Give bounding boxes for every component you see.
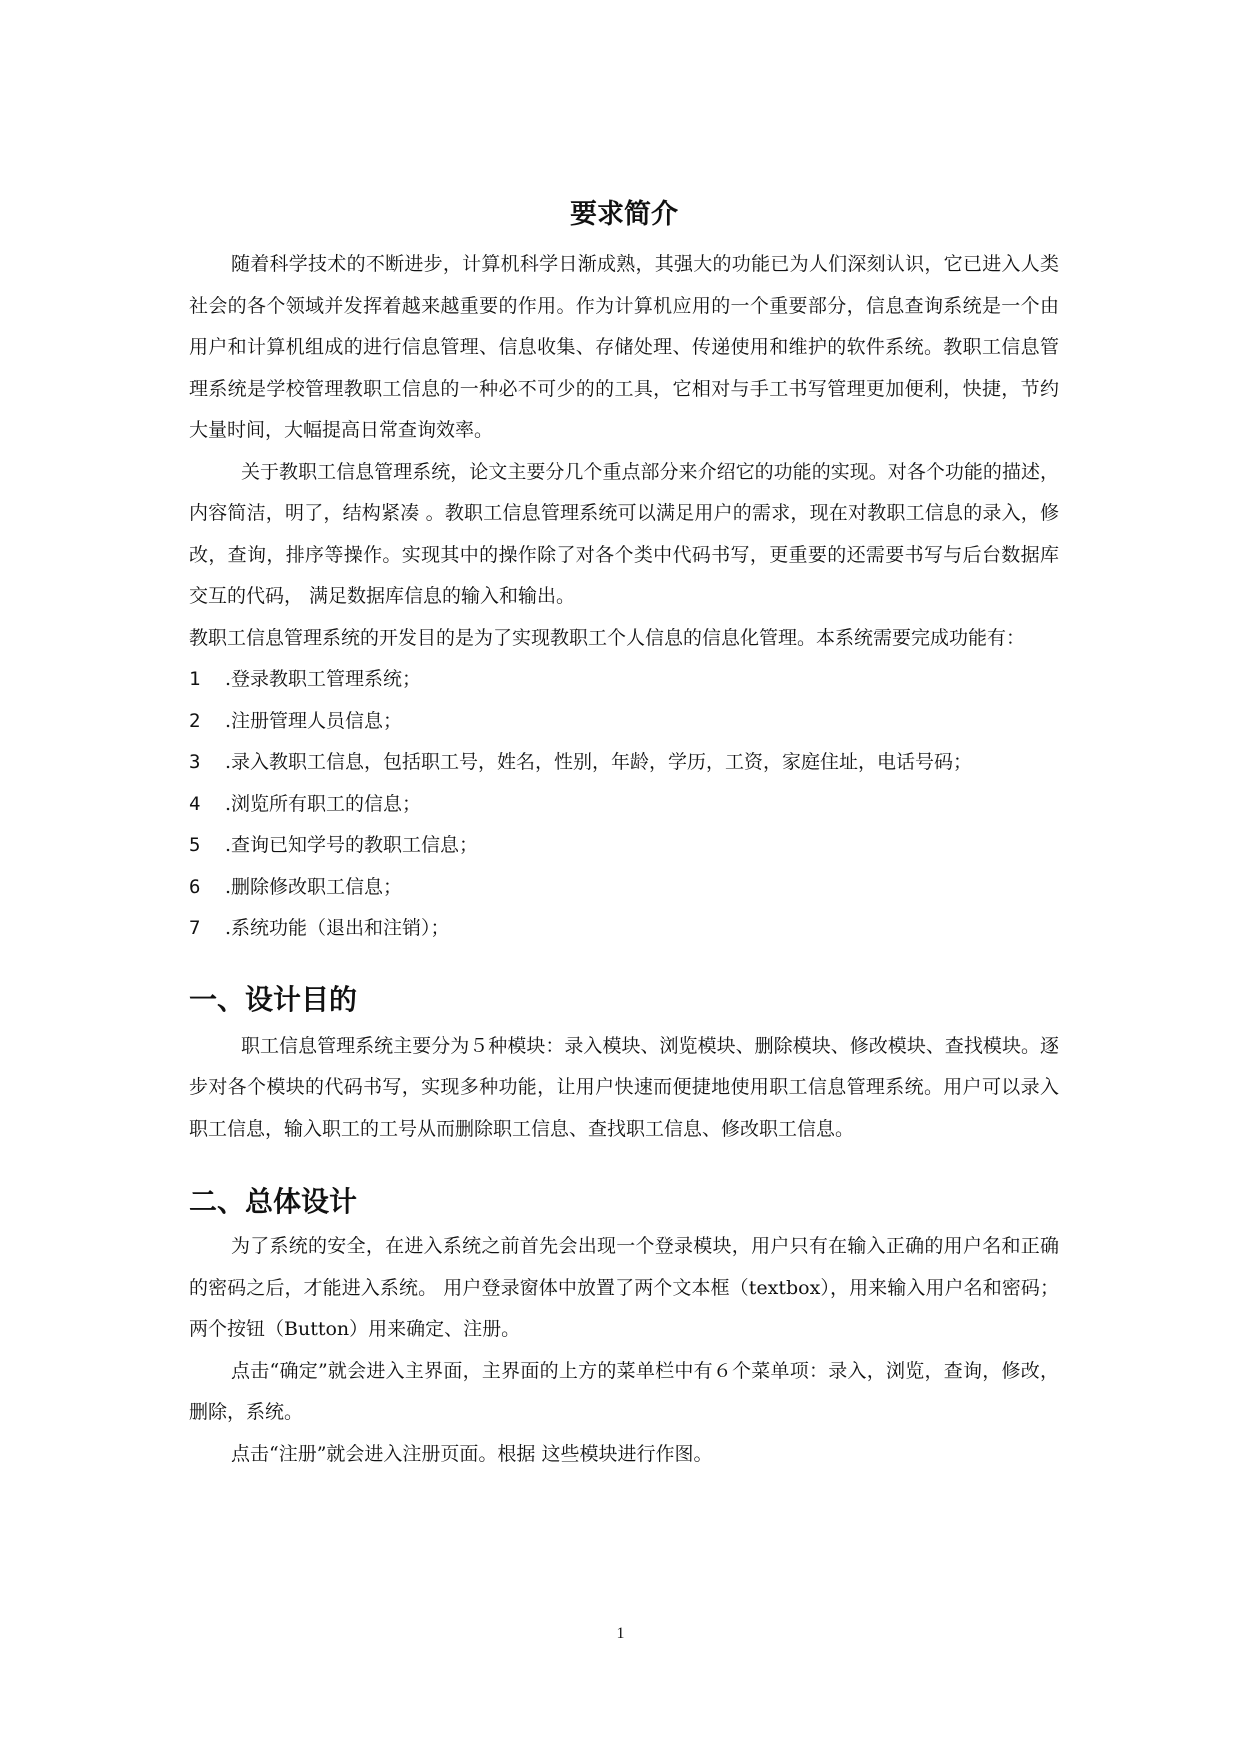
list-item-number: 5 [189, 834, 201, 856]
list-item-text: .系统功能（退出和注销）； [225, 917, 450, 939]
list-item-text: .查询已知学号的教职工信息； [225, 834, 479, 856]
list-item-number: 1 [189, 668, 201, 690]
list-item [189, 784, 1059, 826]
list-item-text: .删除修改职工信息； [225, 875, 403, 898]
section-heading-design-purpose: 一、设计目的 [189, 982, 358, 1016]
section2-paragraph-1: 为了系统的安全，在进入系统之前首先会出现一个登录模块，用户只有在输入正确的用户名和正确的密码之后，才能进入系统。 用户登录窗体中放置了两个文本框（textbox），用来输入用户名和密码；两个按钮（Button）用来确定、注册。 [189, 1235, 1059, 1340]
list-item [189, 908, 1059, 950]
list-item [189, 701, 1059, 743]
intro-paragraph-3: 教职工信息管理系统的开发目的是为了实现教职工个人信息的信息化管理。本系统需要完成功能有： [189, 626, 1026, 649]
list-item-number: 7 [189, 917, 201, 939]
list-item-text: .登录教职工管理系统； [225, 668, 422, 690]
page-number: 1 [616, 1625, 625, 1642]
list-item-text: .浏览所有职工的信息； [225, 792, 422, 815]
section-heading-overall-design: 二、总体设计 [189, 1185, 358, 1218]
list-item-number: 4 [189, 792, 201, 815]
page-title: 要求简介 [570, 199, 678, 230]
list-item-number: 3 [189, 751, 201, 773]
list-item [189, 659, 1059, 701]
document-content [189, 186, 1059, 1475]
feature-list [189, 659, 1059, 950]
list-item-text: .录入教职工信息，包括职工号，姓名，性别，年龄，学历，工资，家庭住址，电话号码； [225, 751, 973, 773]
section1-paragraph: 职工信息管理系统主要分为５种模块：录入模块、浏览模块、删除模块、修改模块、查找模块。逐步对各个模块的代码书写，实现多种功能，让用户快速而便捷地使用职工信息管理系统。用户可以录入职工信息，输入职工的工号从而删除职工信息、查找职工信息、修改职工信息。 [189, 1034, 1059, 1140]
list-item [189, 825, 1059, 867]
section2-paragraph-2: 点击“确定”就会进入主界面，主界面的上方的菜单栏中有６个菜单项：录入，浏览，查询，修改，删除，系统。 [189, 1359, 1059, 1423]
list-item-number: 6 [189, 875, 201, 898]
intro-paragraph-1: 随着科学技术的不断进步，计算机科学日渐成熟，其强大的功能已为人们深刻认识，它已进入人类社会的各个领域并发挥着越来越重要的作用。作为计算机应用的一个重要部分，信息查询系统是一个由用户和计算机组成的进行信息管理、信息收集、存储处理、传递使用和维护的软件系统。教职工信息管理系统是学校管理教职工信息的一种必不可少的的工具，它相对与手工书写管理更加便利，快捷，节约大量时间，大幅提高日常查询效率。 [189, 253, 1059, 441]
intro-paragraph-2: 关于教职工信息管理系统，论文主要分几个重点部分来介绍它的功能的实现。对各个功能的描述，内容简洁，明了，结构紧凑 。教职工信息管理系统可以满足用户的需求，现在对教职工信息的录入，修改，查询，排序等操作。实现其中的操作除了对各个类中代码书写，更重要的还需要书写与后台数据库交互的代码， 满足数据库信息的输入和输出。 [189, 460, 1059, 607]
list-item-number: 2 [189, 709, 201, 732]
list-item-text: .注册管理人员信息； [225, 709, 403, 732]
list-item [189, 867, 1059, 909]
section2-paragraph-3: 点击“注册”就会进入注册页面。根据 这些模块进行作图。 [231, 1442, 713, 1465]
list-item [189, 742, 1059, 784]
